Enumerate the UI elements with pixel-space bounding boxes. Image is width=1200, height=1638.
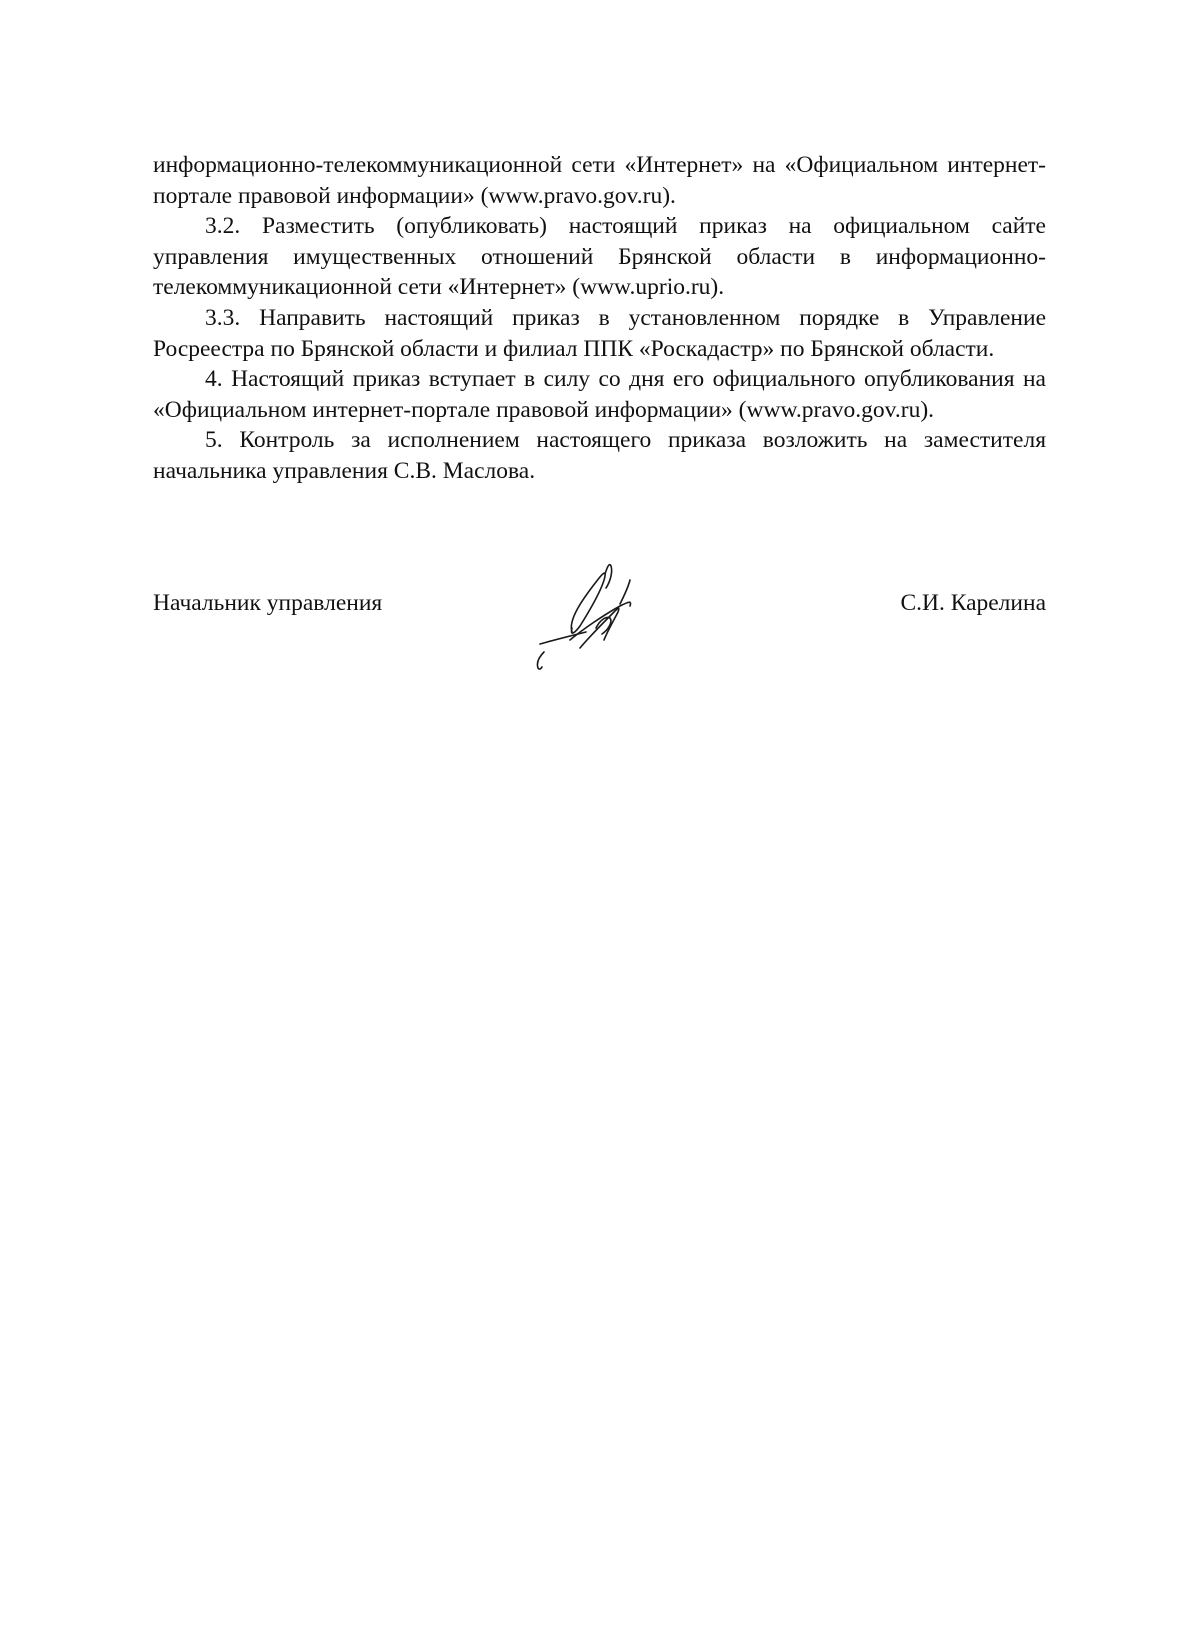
signature-block (153, 560, 1046, 670)
signatory-name: С.И. Карелина (900, 590, 1046, 616)
document-body (153, 150, 1046, 487)
paragraph-3-3: 3.3. Направить настоящий приказ в установленном порядке в Управление Росреестра по Брянской области и филиал ППК «Роскадастр» по Брянской области. (153, 304, 1046, 362)
handwritten-signature (510, 560, 650, 670)
paragraph-3-2: 3.2. Разместить (опубликовать) настоящий приказ на официальном сайте управления имущественных отношений Брянской области в информационно-телекоммуникационной сети «Интернет» (www.uprio.ru). (153, 213, 1046, 301)
paragraph-5: 5. Контроль за исполнением настоящего приказа возложить на заместителя начальника управления С.В. Маслова. (153, 427, 1046, 484)
signatory-position: Начальник управления (153, 590, 383, 616)
paragraph-continuation: информационно-телекоммуникационной сети «Интернет» на «Официальном интернет-портале правовой информации» (www.pravo.gov.ru). (153, 152, 1046, 209)
paragraph-4: 4. Настоящий приказ вступает в силу со дня его официального опубликования на «Официальном интернет-портале правовой информации» (www.pravo.gov.ru). (153, 366, 1046, 423)
